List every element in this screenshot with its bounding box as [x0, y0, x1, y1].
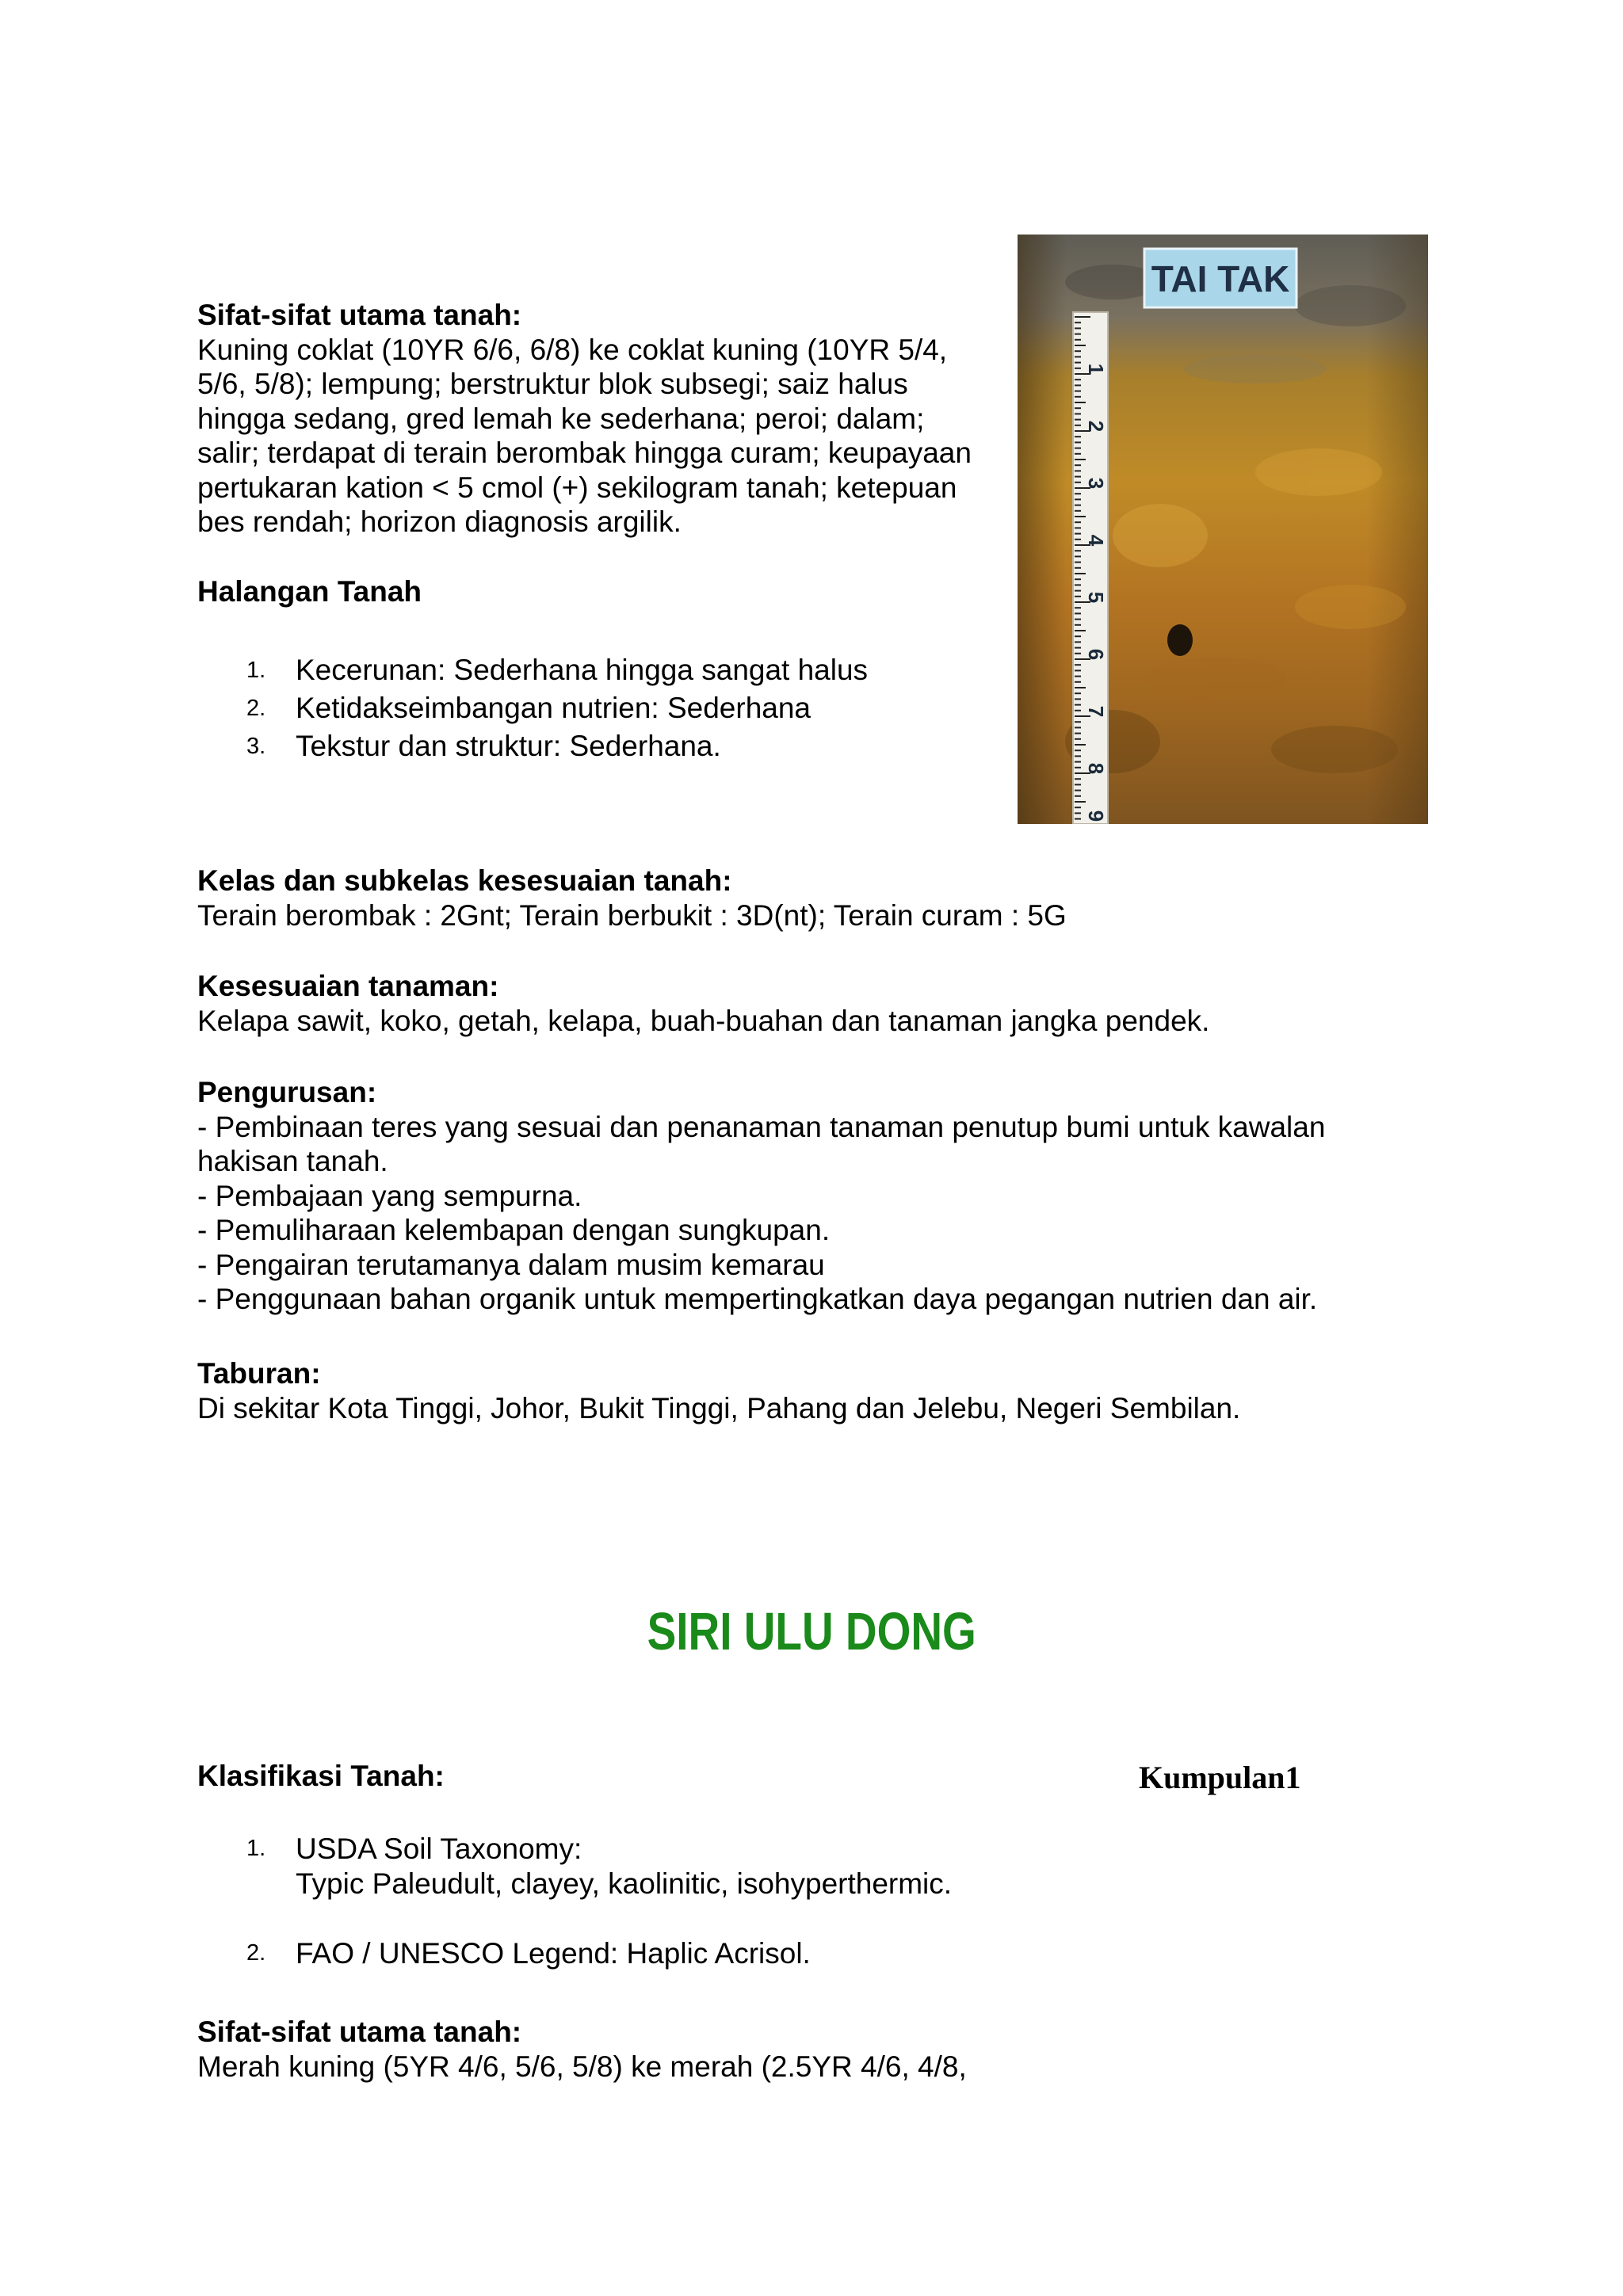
crop-suitability-section: [197, 969, 1505, 1038]
constraints-section: [197, 574, 1006, 609]
management-line: - Pemuliharaan kelembapan dengan sungkupan.: [197, 1214, 831, 1246]
list-number: 1.: [246, 658, 266, 683]
properties-section-2: [197, 2015, 1386, 2084]
ruler-number: 3: [1084, 477, 1108, 490]
list-number: 3.: [246, 734, 266, 759]
properties-line: salir; terdapat di terain berombak hingga curam; keupayaan: [197, 437, 972, 469]
list-number: 1.: [246, 1836, 266, 1861]
list-item: [197, 1832, 1386, 1901]
crop-suitability-heading: Kesesuaian tanaman:: [197, 970, 499, 1002]
distribution-heading: Taburan:: [197, 1357, 321, 1390]
crop-suitability-text: Kelapa sawit, koko, getah, kelapa, buah-buahan dan tanaman jangka pendek.: [197, 1004, 1210, 1037]
constraints-list: [197, 651, 1006, 765]
management-line: - Penggunaan bahan organik untuk mempertingkatkan daya pegangan nutrien dan air.: [197, 1283, 1318, 1315]
management-section: [197, 1075, 1505, 1317]
list-text: FAO / UNESCO Legend: Haplic Acrisol.: [296, 1937, 811, 1970]
sign-text: TAI TAK: [1151, 258, 1290, 299]
ruler-number: 8: [1084, 762, 1108, 775]
classification-list: [197, 1832, 1386, 1971]
properties-heading-2: Sifat-sifat utama tanah:: [197, 2016, 522, 2048]
list-number: 2.: [246, 696, 266, 721]
properties-line-2: Merah kuning (5YR 4/6, 5/6, 5/8) ke merah (2.5YR 4/6, 4/8,: [197, 2050, 967, 2083]
list-item: [197, 727, 1006, 765]
suitability-class-section: [197, 864, 1505, 933]
constraints-heading: Halangan Tanah: [197, 575, 422, 608]
list-number: 2.: [246, 1940, 266, 1966]
list-text: Tekstur dan struktur: Sederhana.: [296, 730, 721, 762]
suitability-class-text: Terain berombak : 2Gnt; Terain berbukit : 3D(nt); Terain curam : 5G: [197, 898, 1067, 932]
list-text: USDA Soil Taxonomy:: [296, 1833, 582, 1865]
distribution-section: [197, 1356, 1505, 1425]
properties-line: 5/6, 5/8); lempung; berstruktur blok subsegi; saiz halus: [197, 368, 908, 400]
properties-line: pertukaran kation < 5 cmol (+) sekilogram tanah; ketepuan: [197, 471, 957, 504]
list-item: [197, 651, 1006, 689]
list-text: Kecerunan: Sederhana hingga sangat halus: [296, 654, 869, 686]
ruler-number: 4: [1084, 534, 1108, 547]
distribution-text: Di sekitar Kota Tinggi, Johor, Bukit Tinggi, Pahang dan Jelebu, Negeri Sembilan.: [197, 1391, 1241, 1425]
properties-line: hingga sedang, gred lemah ke sederhana; peroi; dalam;: [197, 402, 925, 435]
list-item: [197, 1936, 1386, 1971]
ruler-number: 5: [1084, 591, 1108, 604]
ruler-number: 1: [1084, 363, 1108, 376]
management-heading: Pengurusan:: [197, 1076, 377, 1108]
ruler-number: 2: [1084, 420, 1108, 433]
properties-line: Kuning coklat (10YR 6/6, 6/8) ke coklat kuning (10YR 5/4,: [197, 333, 948, 366]
management-line: - Pengairan terutamanya dalam musim kemarau: [197, 1248, 825, 1281]
properties-section: [197, 298, 1006, 540]
management-line: - Pembinaan teres yang sesuai dan penanaman tanaman penutup bumi untuk kawalan: [197, 1110, 1326, 1143]
management-line: hakisan tanah.: [197, 1145, 388, 1177]
ruler-number: 7: [1084, 705, 1108, 718]
series-title: SIRI ULU DONG: [647, 1602, 976, 1661]
management-line: - Pembajaan yang sempurna.: [197, 1179, 582, 1212]
ruler-number: 9: [1084, 810, 1108, 822]
properties-line: bes rendah; horizon diagnosis argilik.: [197, 505, 682, 538]
list-text: Ketidakseimbangan nutrien: Sederhana: [296, 692, 812, 724]
suitability-class-heading: Kelas dan subkelas kesesuaian tanah:: [197, 864, 732, 897]
classification-heading: Klasifikasi Tanah:: [197, 1760, 445, 1792]
classification-section: [197, 1759, 990, 1794]
soil-profile-photo: [1018, 235, 1428, 824]
ruler-number: 6: [1084, 648, 1108, 661]
list-item: [197, 689, 1006, 727]
list-text: Typic Paleudult, clayey, kaolinitic, isohyperthermic.: [296, 1867, 953, 1900]
group-label: Kumpulan1: [1139, 1760, 1301, 1795]
properties-heading: Sifat-sifat utama tanah:: [197, 299, 522, 331]
